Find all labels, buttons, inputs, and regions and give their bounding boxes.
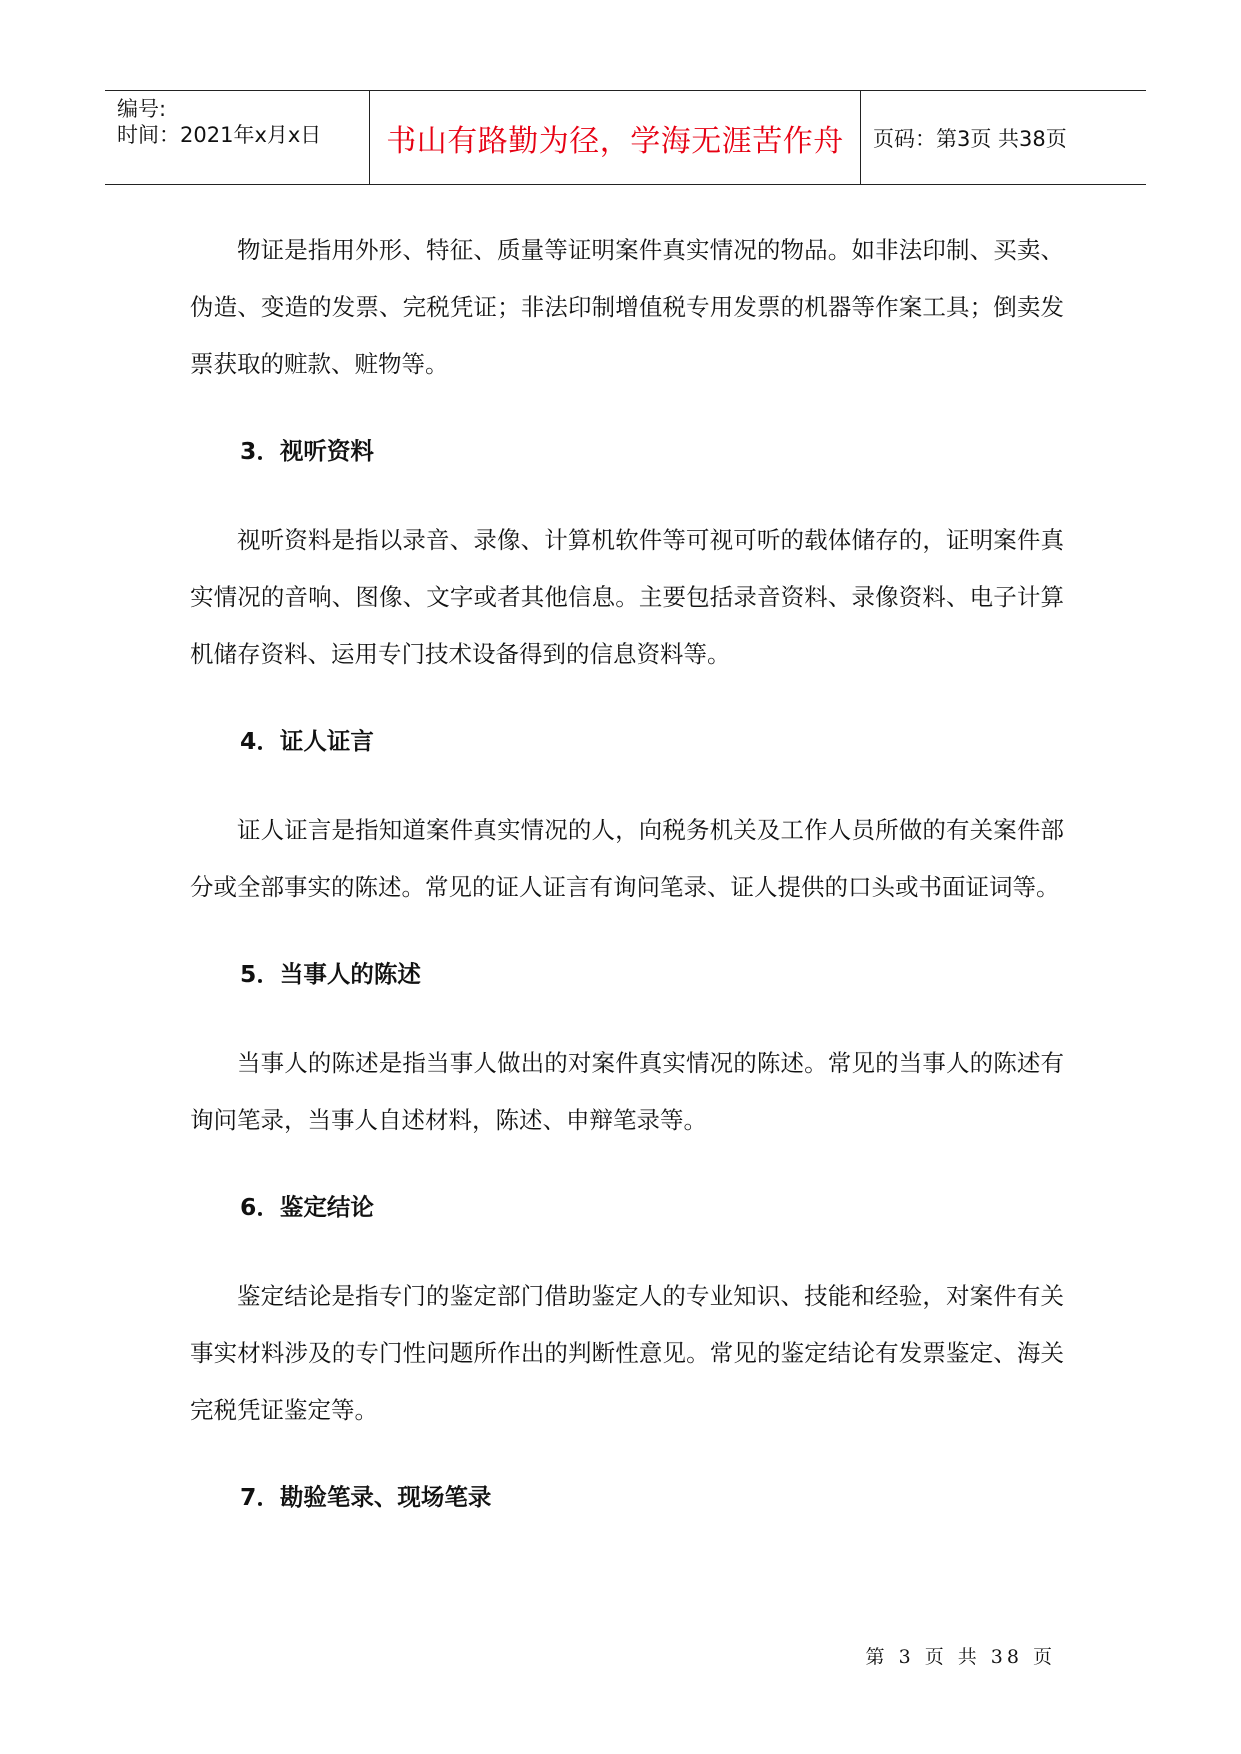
serial-number-label: 编号: [117, 97, 167, 121]
heading-party-statement: 5．当事人的陈述 [240, 960, 421, 988]
header-page-cell [861, 91, 1146, 184]
heading-witness-testimony: 4．证人证言 [240, 727, 374, 755]
header-page-info: 页码：第3页 共38页 [873, 126, 1067, 151]
page-footer: 第 3 页 共 38 页 [865, 1646, 1056, 1668]
paragraph-party-statement: 当事人的陈述是指当事人做出的对案件真实情况的陈述。常见的当事人的陈述有询问笔录，当事人自述材料，陈述、申辩笔录等。 [190, 1049, 1064, 1134]
paragraph-expert-conclusion: 鉴定结论是指专门的鉴定部门借助鉴定人的专业知识、技能和经验，对案件有关事实材料涉及的专门性问题所作出的判断性意见。常见的鉴定结论有发票鉴定、海关完税凭证鉴定等。 [190, 1282, 1064, 1424]
document-body [190, 222, 1064, 1526]
paragraph-audiovisual: 视听资料是指以录音、录像、计算机软件等可视可听的载体储存的，证明案件真实情况的音响、图像、文字或者其他信息。主要包括录音资料、录像资料、电子计算机储存资料、运用专门技术设备得到的信息资料等。 [190, 526, 1064, 668]
header-meta-cell [105, 91, 370, 184]
heading-expert-conclusion: 6．鉴定结论 [240, 1193, 374, 1221]
page-header [105, 90, 1146, 185]
time-label: 时间：2021年x月x日 [117, 123, 322, 147]
motto-text: 书山有路勤为径，学海无涯苦作舟 [386, 123, 844, 159]
heading-audiovisual: 3．视听资料 [240, 437, 374, 465]
heading-inspection-records: 7．勘验笔录、现场笔录 [240, 1483, 492, 1511]
paragraph-physical-evidence: 物证是指用外形、特征、质量等证明案件真实情况的物品。如非法印制、买卖、伪造、变造的发票、完税凭证；非法印制增值税专用发票的机器等作案工具；倒卖发票获取的赃款、赃物等。 [190, 236, 1064, 378]
header-motto-cell [370, 91, 861, 184]
paragraph-witness-testimony: 证人证言是指知道案件真实情况的人，向税务机关及工作人员所做的有关案件部分或全部事实的陈述。常见的证人证言有询问笔录、证人提供的口头或书面证词等。 [190, 816, 1064, 901]
